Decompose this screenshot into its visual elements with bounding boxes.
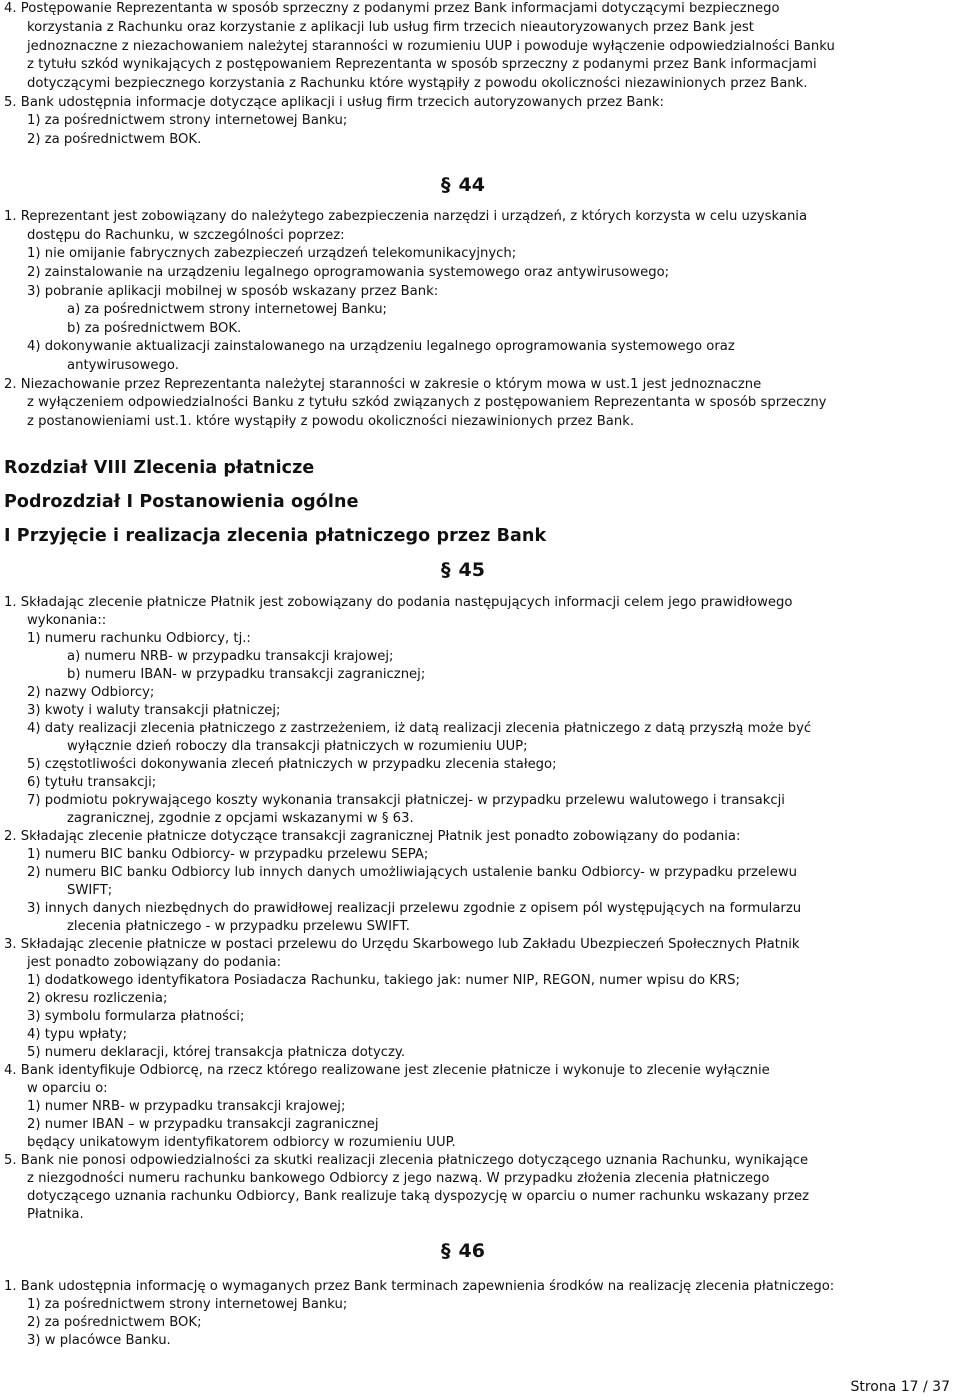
list-item: b) numeru IBAN- w przypadku transakcji zagranicznej; bbox=[67, 667, 426, 682]
list-item: 3) pobranie aplikacji mobilnej w sposób wskazany przez Bank: bbox=[27, 284, 439, 299]
paragraph-line: 1. Składając zlecenie płatnicze Płatnik jest zobowiązany do podania następujących informacji celem jego prawidłowego bbox=[4, 595, 793, 610]
paragraph-line: korzystania z Rachunku oraz korzystanie z aplikacji lub usług firm trzecich nieautoryzowanych przez Bank jest bbox=[27, 20, 754, 35]
paragraph-line: dostępu do Rachunku, w szczególności poprzez: bbox=[27, 228, 345, 243]
part-heading: I Przyjęcie i realizacja zlecenia płatniczego przez Bank bbox=[4, 526, 547, 546]
paragraph-line: w oparciu o: bbox=[27, 1081, 108, 1096]
list-item: 1) numeru rachunku Odbiorcy, tj.: bbox=[27, 631, 251, 646]
list-item: 2) okresu rozliczenia; bbox=[27, 991, 168, 1006]
list-item: 1) numer NRB- w przypadku transakcji krajowej; bbox=[27, 1099, 346, 1114]
list-item: 2) za pośrednictwem BOK; bbox=[27, 1315, 202, 1330]
section-number-46 bbox=[441, 1242, 485, 1260]
list-item: 2) nazwy Odbiorcy; bbox=[27, 685, 155, 700]
paragraph-line: Płatnika. bbox=[27, 1207, 84, 1222]
section-number-45 bbox=[441, 561, 485, 579]
paragraph-line: 3. Składając zlecenie płatnicze w postaci przelewu do Urzędu Skarbowego lub Zakładu Ubezpieczeń Społecznych Płatnik bbox=[4, 937, 800, 952]
paragraph-line: 5. Bank udostępnia informacje dotyczące aplikacji i usług firm trzecich autoryzowanych przez Bank: bbox=[4, 95, 664, 110]
section-number-44 bbox=[441, 176, 485, 194]
paragraph-line: jednoznaczne z niezachowaniem należytej staranności w rozumieniu UUP i powoduje wyłączenie odpowiedzialności Banku bbox=[27, 39, 835, 54]
paragraph-line: dotyczącymi bezpiecznego korzystania z Rachunku które wystąpiły z powodu okoliczności niezawinionych przez Bank. bbox=[27, 76, 808, 91]
list-item: a) za pośrednictwem strony internetowej Banku; bbox=[67, 302, 387, 317]
list-item: 1) za pośrednictwem strony internetowej Banku; bbox=[27, 1297, 348, 1312]
paragraph-line: z postanowieniami ust.1. które wystąpiły z powodu okoliczności niezawinionych przez Bank. bbox=[27, 414, 635, 429]
paragraph-line: 1. Reprezentant jest zobowiązany do należytego zabezpieczenia narzędzi i urządzeń, z których korzysta w celu uzyskania bbox=[4, 209, 808, 224]
paragraph-line: zagranicznej, zgodnie z opcjami wskazanymi w § 63. bbox=[67, 811, 414, 826]
paragraph-line: 5. Bank nie ponosi odpowiedzialności za skutki realizacji zlecenia płatniczego dotyczącego uznania Rachunku, wynikające bbox=[4, 1153, 809, 1168]
chapter-heading: Rozdział VIII Zlecenia płatnicze bbox=[4, 458, 315, 478]
list-item: 1) numeru BIC banku Odbiorcy- w przypadku przelewu SEPA; bbox=[27, 847, 429, 862]
section-symbol: § bbox=[441, 174, 451, 196]
paragraph-line: wyłącznie dzień roboczy dla transakcji płatniczych w rozumieniu UUP; bbox=[67, 739, 528, 754]
paragraph-line: zlecenia płatniczego - w przypadku przelewu SWIFT. bbox=[67, 919, 410, 934]
list-item: b) za pośrednictwem BOK. bbox=[67, 321, 242, 336]
section-symbol: § bbox=[441, 1240, 451, 1262]
list-item: 2) zainstalowanie na urządzeniu legalnego oprogramowania systemowego oraz antywirusowego; bbox=[27, 265, 670, 280]
paragraph-line: z tytułu szkód wynikających z postępowaniem Reprezentanta w sposób sprzeczny z podanymi przez Bank informacjami bbox=[27, 57, 817, 72]
list-item: 3) kwoty i waluty transakcji płatniczej; bbox=[27, 703, 281, 718]
paragraph-line: 2. Niezachowanie przez Reprezentanta należytej staranności w zakresie o którym mowa w ust.1 jest jednoznaczne bbox=[4, 377, 762, 392]
paragraph-line: dotyczącego uznania rachunku Odbiorcy, Bank realizuje taką dyspozycję w oparciu o numer rachunku wskazany przez bbox=[27, 1189, 810, 1204]
paragraph-line: z wyłączeniem odpowiedzialności Banku z tytułu szkód związanych z postępowaniem Reprezentanta w sposób sprzeczny bbox=[27, 395, 827, 410]
list-item: 5) numeru deklaracji, której transakcja płatnicza dotyczy. bbox=[27, 1045, 406, 1060]
list-item: 4) daty realizacji zlecenia płatniczego z zastrzeżeniem, iż datą realizacji zlecenia płatniczego z datą przyszłą może być bbox=[27, 721, 812, 736]
list-item: 3) innych danych niezbędnych do prawidłowej realizacji przelewu zgodnie z opisem pól występujących na formularzu bbox=[27, 901, 802, 916]
paragraph-line: jest ponadto zobowiązany do podania: bbox=[27, 955, 282, 970]
paragraph-line: SWIFT; bbox=[67, 883, 113, 898]
list-item: 4) dokonywanie aktualizacji zainstalowanego na urządzeniu legalnego oprogramowania systemowego oraz bbox=[27, 339, 735, 354]
paragraph-line: 1. Bank udostępnia informację o wymaganych przez Bank terminach zapewnienia środków na realizację zlecenia płatniczego: bbox=[4, 1279, 835, 1294]
list-item: a) numeru NRB- w przypadku transakcji krajowej; bbox=[67, 649, 394, 664]
page-number: Strona 17 / 37 bbox=[850, 1379, 950, 1395]
list-item: 3) symbolu formularza płatności; bbox=[27, 1009, 245, 1024]
list-item: 3) w placówce Banku. bbox=[27, 1333, 171, 1348]
list-item: 1) za pośrednictwem strony internetowej Banku; bbox=[27, 113, 348, 128]
list-item: 2) numeru BIC banku Odbiorcy lub innych danych umożliwiających ustalenie banku Odbiorcy- w przypadku przelewu bbox=[27, 865, 797, 880]
paragraph-line: wykonania:: bbox=[27, 613, 107, 628]
list-item: 4) typu wpłaty; bbox=[27, 1027, 128, 1042]
paragraph-line: będący unikatowym identyfikatorem odbiorcy w rozumieniu UUP. bbox=[27, 1135, 456, 1150]
list-item: 1) dodatkowego identyfikatora Posiadacza Rachunku, takiego jak: numer NIP, REGON, numer wpisu do KRS; bbox=[27, 973, 740, 988]
paragraph-line: 2. Składając zlecenie płatnicze dotyczące transakcji zagranicznej Płatnik jest ponadto zobowiązany do podania: bbox=[4, 829, 741, 844]
list-item: 6) tytułu transakcji; bbox=[27, 775, 157, 790]
section-number: 45 bbox=[458, 559, 485, 581]
paragraph-line: antywirusowego. bbox=[67, 358, 179, 373]
list-item: 7) podmiotu pokrywającego koszty wykonania transakcji płatniczej- w przypadku przelewu walutowego i transakcji bbox=[27, 793, 785, 808]
list-item: 2) za pośrednictwem BOK. bbox=[27, 132, 202, 147]
subchapter-heading: Podrozdział I Postanowienia ogólne bbox=[4, 492, 359, 512]
list-item: 5) częstotliwości dokonywania zleceń płatniczych w przypadku zlecenia stałego; bbox=[27, 757, 557, 772]
paragraph-line: 4. Postępowanie Reprezentanta w sposób sprzeczny z podanymi przez Bank informacjami dotyczącymi bezpiecznego bbox=[4, 1, 780, 16]
section-symbol: § bbox=[441, 559, 451, 581]
list-item: 1) nie omijanie fabrycznych zabezpieczeń urządzeń telekomunikacyjnych; bbox=[27, 246, 517, 261]
paragraph-line: 4. Bank identyfikuje Odbiorcę, na rzecz którego realizowane jest zlecenie płatnicze i wykonuje to zlecenie wyłącznie bbox=[4, 1063, 770, 1078]
section-number: 44 bbox=[458, 174, 485, 196]
list-item: 2) numer IBAN – w przypadku transakcji zagranicznej bbox=[27, 1117, 379, 1132]
paragraph-line: z niezgodności numeru rachunku bankowego Odbiorcy z jego nazwą. W przypadku złożenia zlecenia płatniczego bbox=[27, 1171, 770, 1186]
section-number: 46 bbox=[458, 1240, 485, 1262]
